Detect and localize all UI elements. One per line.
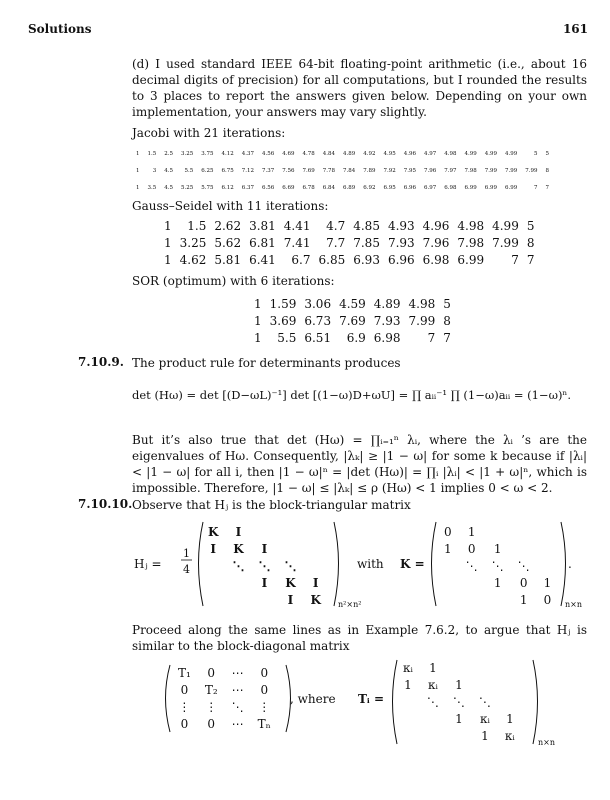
jacobi-cell: 4.92 <box>363 151 376 157</box>
hj-cell: ⋱ <box>258 558 271 573</box>
gauss-seidel-cell: 3.25 <box>179 236 207 250</box>
exercise-7-10-9-body: But it’s also true that det (Hω) = ∏ᵢ₌₁ⁿ λᵢ, where the λᵢ ’s are the eigenvalues of Hω. Consequently, |λₖ| ≥ |1 − ω| for some k because if |λᵢ| < |1 − ω| for all i, then |1 − ω|ⁿ = |det (Hω)| = ∏ᵢ |λᵢ| < |1 + ω|ⁿ, which is impossible. Therefore, |1 − ω| ≤ |λₖ| ≤ ρ (Hω) < 1 implies 0 < ω < 2. <box>132 433 587 495</box>
jacobi-cell: 7.78 <box>322 168 335 174</box>
k-cell: 1 <box>493 575 502 590</box>
hj-cell: I <box>287 592 294 607</box>
gauss-seidel-cell: 7.85 <box>353 236 380 250</box>
jacobi-cell: 4.5 <box>164 168 173 174</box>
k-size: n×n <box>565 600 583 609</box>
running-header: Solutions <box>28 22 92 36</box>
gauss-seidel-cell: 6.7 <box>291 253 311 267</box>
jacobi-cell: 6.92 <box>363 185 376 191</box>
jacobi-cell: 7 <box>545 185 549 191</box>
sor-cell: 6.9 <box>346 331 366 345</box>
gauss-seidel-cell: 1 <box>164 253 172 267</box>
gauss-seidel-cell: 6.81 <box>249 236 276 250</box>
hj-cell: ⋱ <box>284 558 297 573</box>
jacobi-cell: 3.25 <box>181 151 194 157</box>
jacobi-cell: 4.99 <box>505 151 518 157</box>
k-cell: 0 <box>519 575 528 590</box>
jacobi-cell: 6.96 <box>403 185 416 191</box>
hj-cell: I <box>261 575 268 590</box>
exercise-7-10-10-middle: Proceed along the same lines as in Example 7.6.2, to argue that Hⱼ is similar to the block-diagonal matrix <box>132 623 587 653</box>
sor-cell: 3.06 <box>304 297 332 311</box>
t-cell: ⋱ <box>478 694 491 709</box>
jacobi-cell: 4.96 <box>403 151 416 157</box>
gauss-seidel-cell: 6.85 <box>318 253 346 267</box>
jacobi-title: Jacobi with 21 iterations: <box>132 126 286 140</box>
t-cell: 1 <box>455 677 463 692</box>
jacobi-cell: 4.12 <box>221 151 234 157</box>
sor-title: SOR (optimum) with 6 iterations: <box>132 274 335 288</box>
block-diagonal-cell: ⋮ <box>258 699 271 714</box>
gauss-seidel-cell: 7.96 <box>422 236 450 250</box>
sor-cell: 4.59 <box>339 297 366 311</box>
jacobi-cell: 6.95 <box>383 185 396 191</box>
t-lhs: Tᵢ = <box>358 692 385 706</box>
jacobi-cell: 5 <box>534 151 538 157</box>
gauss-seidel-cell: 7.7 <box>326 236 346 250</box>
jacobi-cell: 7.97 <box>444 168 457 174</box>
sor-cell: 7.69 <box>339 314 366 328</box>
part-d-paragraph: (d) I used standard IEEE 64-bit floating-point arithmetic (i.e., about 16 decimal digits of precision) for all computations, but I rounded the results to 3 places to report the answers given below. Depending on your own implementation, your answers may vary slightly. <box>132 57 587 119</box>
jacobi-cell: 7.95 <box>403 168 416 174</box>
gauss-seidel-cell: 6.99 <box>457 253 485 267</box>
t-cell: 1 <box>429 660 437 675</box>
jacobi-cell: 4.97 <box>424 151 437 157</box>
k-cell: 1 <box>519 592 528 607</box>
hj-cell: I <box>210 541 217 556</box>
jacobi-cell: 6.99 <box>484 185 497 191</box>
gauss-seidel-cell: 4.41 <box>283 219 311 233</box>
block-diagonal-cell: 0 <box>207 716 216 731</box>
jacobi-cell: 7.99 <box>525 168 538 174</box>
gauss-seidel-cell: 2.62 <box>214 219 242 233</box>
hj-cell: ⋱ <box>232 558 245 573</box>
jacobi-cell: 4.98 <box>444 151 457 157</box>
t-cell: ⋱ <box>426 694 439 709</box>
jacobi-cell: 4.89 <box>343 151 356 157</box>
gauss-seidel-cell: 4.62 <box>179 253 207 267</box>
sor-cell: 1 <box>254 297 262 311</box>
jacobi-cell: 4.99 <box>484 151 497 157</box>
sor-cell: 5 <box>443 297 451 311</box>
jacobi-cell: 7.99 <box>484 168 497 174</box>
hj-cell: K <box>233 541 244 556</box>
gauss-seidel-cell: 7 <box>511 253 519 267</box>
gauss-seidel-title: Gauss–Seidel with 11 iterations: <box>132 199 329 213</box>
jacobi-cell: 6.78 <box>302 185 315 191</box>
sor-cell: 1 <box>254 314 262 328</box>
jacobi-cell: 4.37 <box>241 151 254 157</box>
exercise-7-10-10-intro: Observe that Hⱼ is the block-triangular matrix <box>132 498 411 512</box>
determinant-equation: det (Hω) = det [(D−ωL)⁻¹] det [(1−ω)D+ωU] = ∏ aᵢᵢ⁻¹ ∏ (1−ω)aᵢᵢ = (1−ω)ⁿ. <box>132 388 572 402</box>
block-diagonal-cell: 0 <box>180 682 189 697</box>
gauss-seidel-cell: 3.81 <box>249 219 276 233</box>
jacobi-cell: 7.89 <box>363 168 376 174</box>
block-diagonal-cell: ⋮ <box>205 699 218 714</box>
t-cell: 1 <box>455 711 463 726</box>
k-cell: 1 <box>543 575 552 590</box>
jacobi-cell: 6.98 <box>444 185 457 191</box>
jacobi-cell: 6.37 <box>241 185 254 191</box>
gauss-seidel-cell: 1 <box>164 236 172 250</box>
block-diagonal-cell: ⋯ <box>231 665 244 680</box>
where-text: , where <box>290 692 336 706</box>
jacobi-cell: 6.75 <box>221 168 234 174</box>
jacobi-cell: 3 <box>152 168 157 174</box>
sor-cell: 7 <box>443 331 451 345</box>
hj-cell: I <box>312 575 319 590</box>
jacobi-cell: 4.95 <box>383 151 396 157</box>
t-cell: 1 <box>506 711 514 726</box>
gauss-seidel-cell: 6.41 <box>249 253 276 267</box>
gauss-seidel-cell: 7.99 <box>492 236 519 250</box>
gauss-seidel-cell: 4.93 <box>387 219 415 233</box>
gauss-seidel-cell: 7.93 <box>387 236 415 250</box>
gauss-seidel-cell: 8 <box>526 236 535 250</box>
block-diagonal-cell: 0 <box>207 665 216 680</box>
gauss-seidel-cell: 6.98 <box>422 253 450 267</box>
jacobi-cell: 4.69 <box>282 151 295 157</box>
sor-cell: 1.59 <box>269 297 297 311</box>
jacobi-cell: 2.5 <box>164 151 173 157</box>
gauss-seidel-cell: 6.96 <box>387 253 415 267</box>
jacobi-cell: 6.97 <box>424 185 437 191</box>
t-cell: κᵢ <box>479 711 490 726</box>
hj-cell: K <box>208 524 219 539</box>
jacobi-cell: 5.5 <box>184 168 194 174</box>
with-text: with <box>357 557 384 571</box>
jacobi-cell: 7.69 <box>302 168 315 174</box>
t-cell: 1 <box>404 677 412 692</box>
block-diagonal-cell: ⋮ <box>178 699 191 714</box>
jacobi-cell: 7.12 <box>241 168 254 174</box>
jacobi-cell: 1 <box>136 168 140 174</box>
exercise-label-7-10-10: 7.10.10. <box>78 497 133 511</box>
block-diagonal-cell: Tₙ <box>257 716 271 731</box>
exercise-label-7-10-9: 7.10.9. <box>78 355 124 369</box>
exercise-7-10-9-intro: The product rule for determinants produces <box>132 356 401 370</box>
block-diagonal-cell: ⋱ <box>231 699 244 714</box>
jacobi-cell: 4.99 <box>464 151 477 157</box>
block-diagonal-cell: 0 <box>260 665 269 680</box>
fraction-numerator: 1 <box>183 547 190 560</box>
gauss-seidel-cell: 4.96 <box>422 219 450 233</box>
gauss-seidel-cell: 4.7 <box>326 219 346 233</box>
hj-cell: I <box>235 524 242 539</box>
sor-cell: 6.73 <box>304 314 332 328</box>
k-cell: 0 <box>543 592 552 607</box>
jacobi-cell: 3.5 <box>147 185 157 191</box>
jacobi-cell: 5.25 <box>181 185 194 191</box>
jacobi-cell: 3.75 <box>201 151 214 157</box>
hj-cell: I <box>261 541 268 556</box>
k-cell: ⋱ <box>465 558 478 573</box>
gauss-seidel-cell: 5.81 <box>214 253 242 267</box>
jacobi-cell: 6.69 <box>282 185 295 191</box>
jacobi-cell: 6.84 <box>322 185 335 191</box>
jacobi-cell: 5 <box>545 151 549 157</box>
k-cell: 1 <box>493 541 502 556</box>
block-diagonal-cell: 0 <box>180 716 189 731</box>
sor-cell: 4.89 <box>373 297 401 311</box>
fraction-denominator: 4 <box>183 563 190 576</box>
gauss-seidel-cell: 7 <box>526 253 535 267</box>
gauss-seidel-cell: 4.98 <box>457 219 485 233</box>
t-cell: ⋱ <box>452 694 465 709</box>
sor-cell: 1 <box>254 331 262 345</box>
sor-cell: 8 <box>443 314 451 328</box>
gauss-seidel-cell: 6.93 <box>353 253 380 267</box>
jacobi-cell: 6.56 <box>262 185 275 191</box>
jacobi-cell: 1 <box>136 185 140 191</box>
jacobi-cell: 6.99 <box>464 185 477 191</box>
k-lhs: K = <box>400 557 425 571</box>
jacobi-cell: 7.99 <box>505 168 518 174</box>
jacobi-cell: 7.84 <box>343 168 356 174</box>
jacobi-cell: 6.89 <box>343 185 356 191</box>
jacobi-cell: 7.92 <box>383 168 396 174</box>
sor-cell: 4.98 <box>408 297 436 311</box>
jacobi-cell: 4.5 <box>164 185 173 191</box>
t-cell: κᵢ <box>403 660 413 675</box>
block-diagonal-cell: T₁ <box>178 665 191 680</box>
gauss-seidel-cell: 5 <box>526 219 535 233</box>
block-diagonal-cell: 0 <box>260 682 269 697</box>
jacobi-cell: 7.56 <box>282 168 295 174</box>
gauss-seidel-cell: 4.85 <box>353 219 380 233</box>
k-cell: 1 <box>467 524 476 539</box>
sor-cell: 7 <box>427 331 436 345</box>
block-diagonal-cell: T₂ <box>204 682 218 697</box>
jacobi-cell: 7.98 <box>464 168 477 174</box>
k-cell: ⋱ <box>517 558 530 573</box>
sor-cell: 6.51 <box>304 331 332 345</box>
gauss-seidel-cell: 4.99 <box>492 219 519 233</box>
sor-cell: 6.98 <box>373 331 401 345</box>
k-period: . <box>568 557 572 571</box>
k-cell: 0 <box>467 541 476 556</box>
sor-cell: 5.5 <box>277 331 297 345</box>
sor-cell: 3.69 <box>269 314 297 328</box>
block-diagonal-cell: ⋯ <box>231 682 244 697</box>
k-cell: 0 <box>444 524 452 539</box>
gauss-seidel-cell: 7.41 <box>283 236 311 250</box>
jacobi-cell: 6.99 <box>505 185 518 191</box>
jacobi-cell: 4.84 <box>322 151 335 157</box>
hj-size: n²×n² <box>338 600 362 609</box>
gauss-seidel-cell: 7.98 <box>457 236 485 250</box>
jacobi-cell: 5.75 <box>201 185 214 191</box>
t-cell: κᵢ <box>504 728 515 743</box>
sor-cell: 7.99 <box>408 314 436 328</box>
t-size: n×n <box>538 738 556 747</box>
jacobi-cell: 8 <box>545 168 549 174</box>
hj-cell: K <box>285 575 296 590</box>
jacobi-cell: 7 <box>534 185 538 191</box>
jacobi-cell: 7.96 <box>424 168 437 174</box>
jacobi-cell: 4.78 <box>302 151 315 157</box>
k-cell: 1 <box>444 541 452 556</box>
gauss-seidel-cell: 5.62 <box>214 236 242 250</box>
k-cell: ⋱ <box>491 558 504 573</box>
hj-cell: K <box>310 592 321 607</box>
jacobi-cell: 1.5 <box>147 151 157 157</box>
jacobi-cell: 1 <box>136 151 140 157</box>
page-number: 161 <box>562 22 588 36</box>
t-cell: κᵢ <box>427 677 438 692</box>
jacobi-cell: 4.56 <box>262 151 275 157</box>
jacobi-cell: 6.12 <box>221 185 234 191</box>
hj-lhs: Hⱼ = <box>134 557 162 571</box>
jacobi-cell: 6.25 <box>201 168 214 174</box>
jacobi-cell: 7.37 <box>262 168 275 174</box>
gauss-seidel-cell: 1.5 <box>187 219 207 233</box>
block-diagonal-cell: ⋯ <box>231 716 244 731</box>
gauss-seidel-cell: 1 <box>164 219 172 233</box>
t-cell: 1 <box>481 728 489 743</box>
sor-cell: 7.93 <box>373 314 401 328</box>
